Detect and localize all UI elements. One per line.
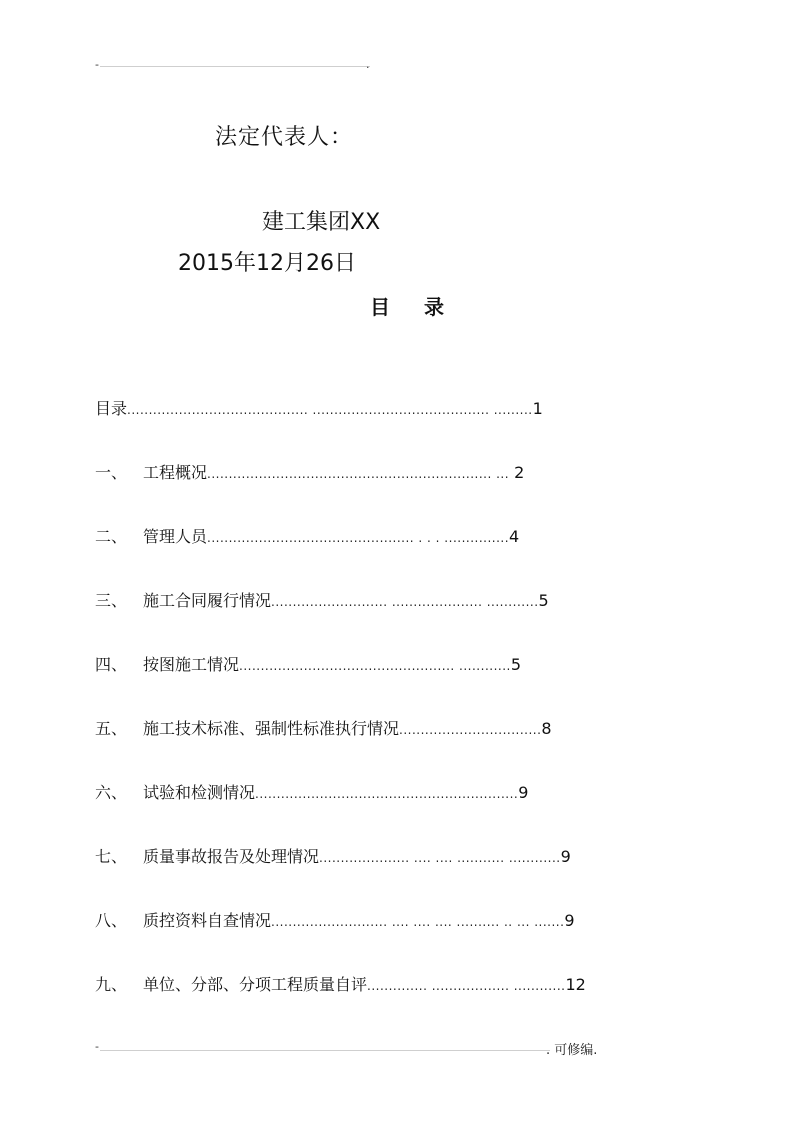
- toc-page-number: 8: [541, 719, 552, 738]
- toc-leader: .............................................................: [255, 787, 519, 801]
- toc-page-number: 9: [564, 911, 575, 930]
- toc-entry[interactable]: [95, 717, 735, 741]
- toc-entry-number: 六、: [95, 783, 128, 802]
- toc-leader: ..................... .... .... ........... ............: [319, 851, 561, 865]
- header-left-mark: -: [95, 58, 99, 71]
- toc-entry-label: 质量事故报告及处理情况: [143, 847, 320, 866]
- toc-entry-label: 单位、分部、分项工程质量自评: [143, 975, 368, 994]
- toc-entry-label: 施工技术标准、强制性标准执行情况: [143, 719, 400, 738]
- toc-entry[interactable]: [95, 589, 735, 613]
- header-rule: [100, 66, 370, 67]
- footer-rule: [100, 1050, 550, 1051]
- toc-entry-label: 施工合同履行情况: [143, 591, 272, 610]
- toc-leader: .................................................................. ...: [207, 467, 510, 481]
- toc-leader: .......................................... ......................................... .........: [127, 403, 533, 417]
- document-date: 2015年12月26日: [178, 251, 356, 276]
- toc-entry-number: 七、: [95, 847, 128, 866]
- toc-page-number: 1: [532, 399, 543, 418]
- toc-entry-number: 八、: [95, 911, 128, 930]
- toc-page-number: 2: [514, 463, 525, 482]
- toc-entry-number: 二、: [95, 527, 128, 546]
- toc-entry-number: 一、: [95, 463, 128, 482]
- toc-entry[interactable]: [95, 397, 735, 421]
- toc-entry[interactable]: [95, 525, 735, 549]
- toc-entry-label: 管理人员: [143, 527, 208, 546]
- toc-page-number: 9: [518, 783, 529, 802]
- company-name: 建工集团XX: [262, 210, 381, 235]
- toc-entry-number: 三、: [95, 591, 128, 610]
- footer-left-mark: -: [95, 1040, 99, 1053]
- toc-entry[interactable]: [95, 909, 735, 933]
- toc-leader: .............. .................. ............: [367, 979, 566, 993]
- toc-entry-label: 质控资料自查情况: [143, 911, 272, 930]
- toc-entry-number: 四、: [95, 655, 128, 674]
- toc-page-number: 9: [560, 847, 571, 866]
- toc-leader: .................................................. ............: [239, 659, 511, 673]
- toc-entry[interactable]: [95, 845, 735, 869]
- toc-leader: ........................... ..................... ............: [271, 595, 539, 609]
- toc-entry-number: 九、: [95, 975, 128, 994]
- toc-entry-label: 按图施工情况: [143, 655, 240, 674]
- toc-entry[interactable]: [95, 653, 735, 677]
- toc-entry[interactable]: [95, 781, 735, 805]
- toc-page-number: 5: [538, 591, 549, 610]
- toc-entry-label: 工程概况: [143, 463, 208, 482]
- toc-title: 目录: [370, 295, 478, 319]
- toc-page-number: 5: [510, 655, 522, 674]
- toc-entry[interactable]: [95, 973, 735, 997]
- toc-entry-label: 目录: [95, 399, 128, 418]
- header-right-mark: .: [366, 58, 370, 71]
- toc-leader: .................................: [399, 723, 542, 737]
- toc-entry-number: 五、: [95, 719, 128, 738]
- toc-leader: ................................................ . . . ...............: [207, 531, 510, 545]
- footer-editable-note: . 可修编.: [546, 1043, 598, 1058]
- toc-entry-label: 试验和检测情况: [143, 783, 256, 802]
- toc-leader: ........................... .... .... .... .......... .. ... .......: [271, 915, 565, 929]
- toc-entry[interactable]: [95, 461, 735, 485]
- toc-page-number: 4: [509, 527, 520, 546]
- legal-representative-label: 法定代表人：: [215, 125, 354, 150]
- toc-page-number: 12: [565, 975, 586, 994]
